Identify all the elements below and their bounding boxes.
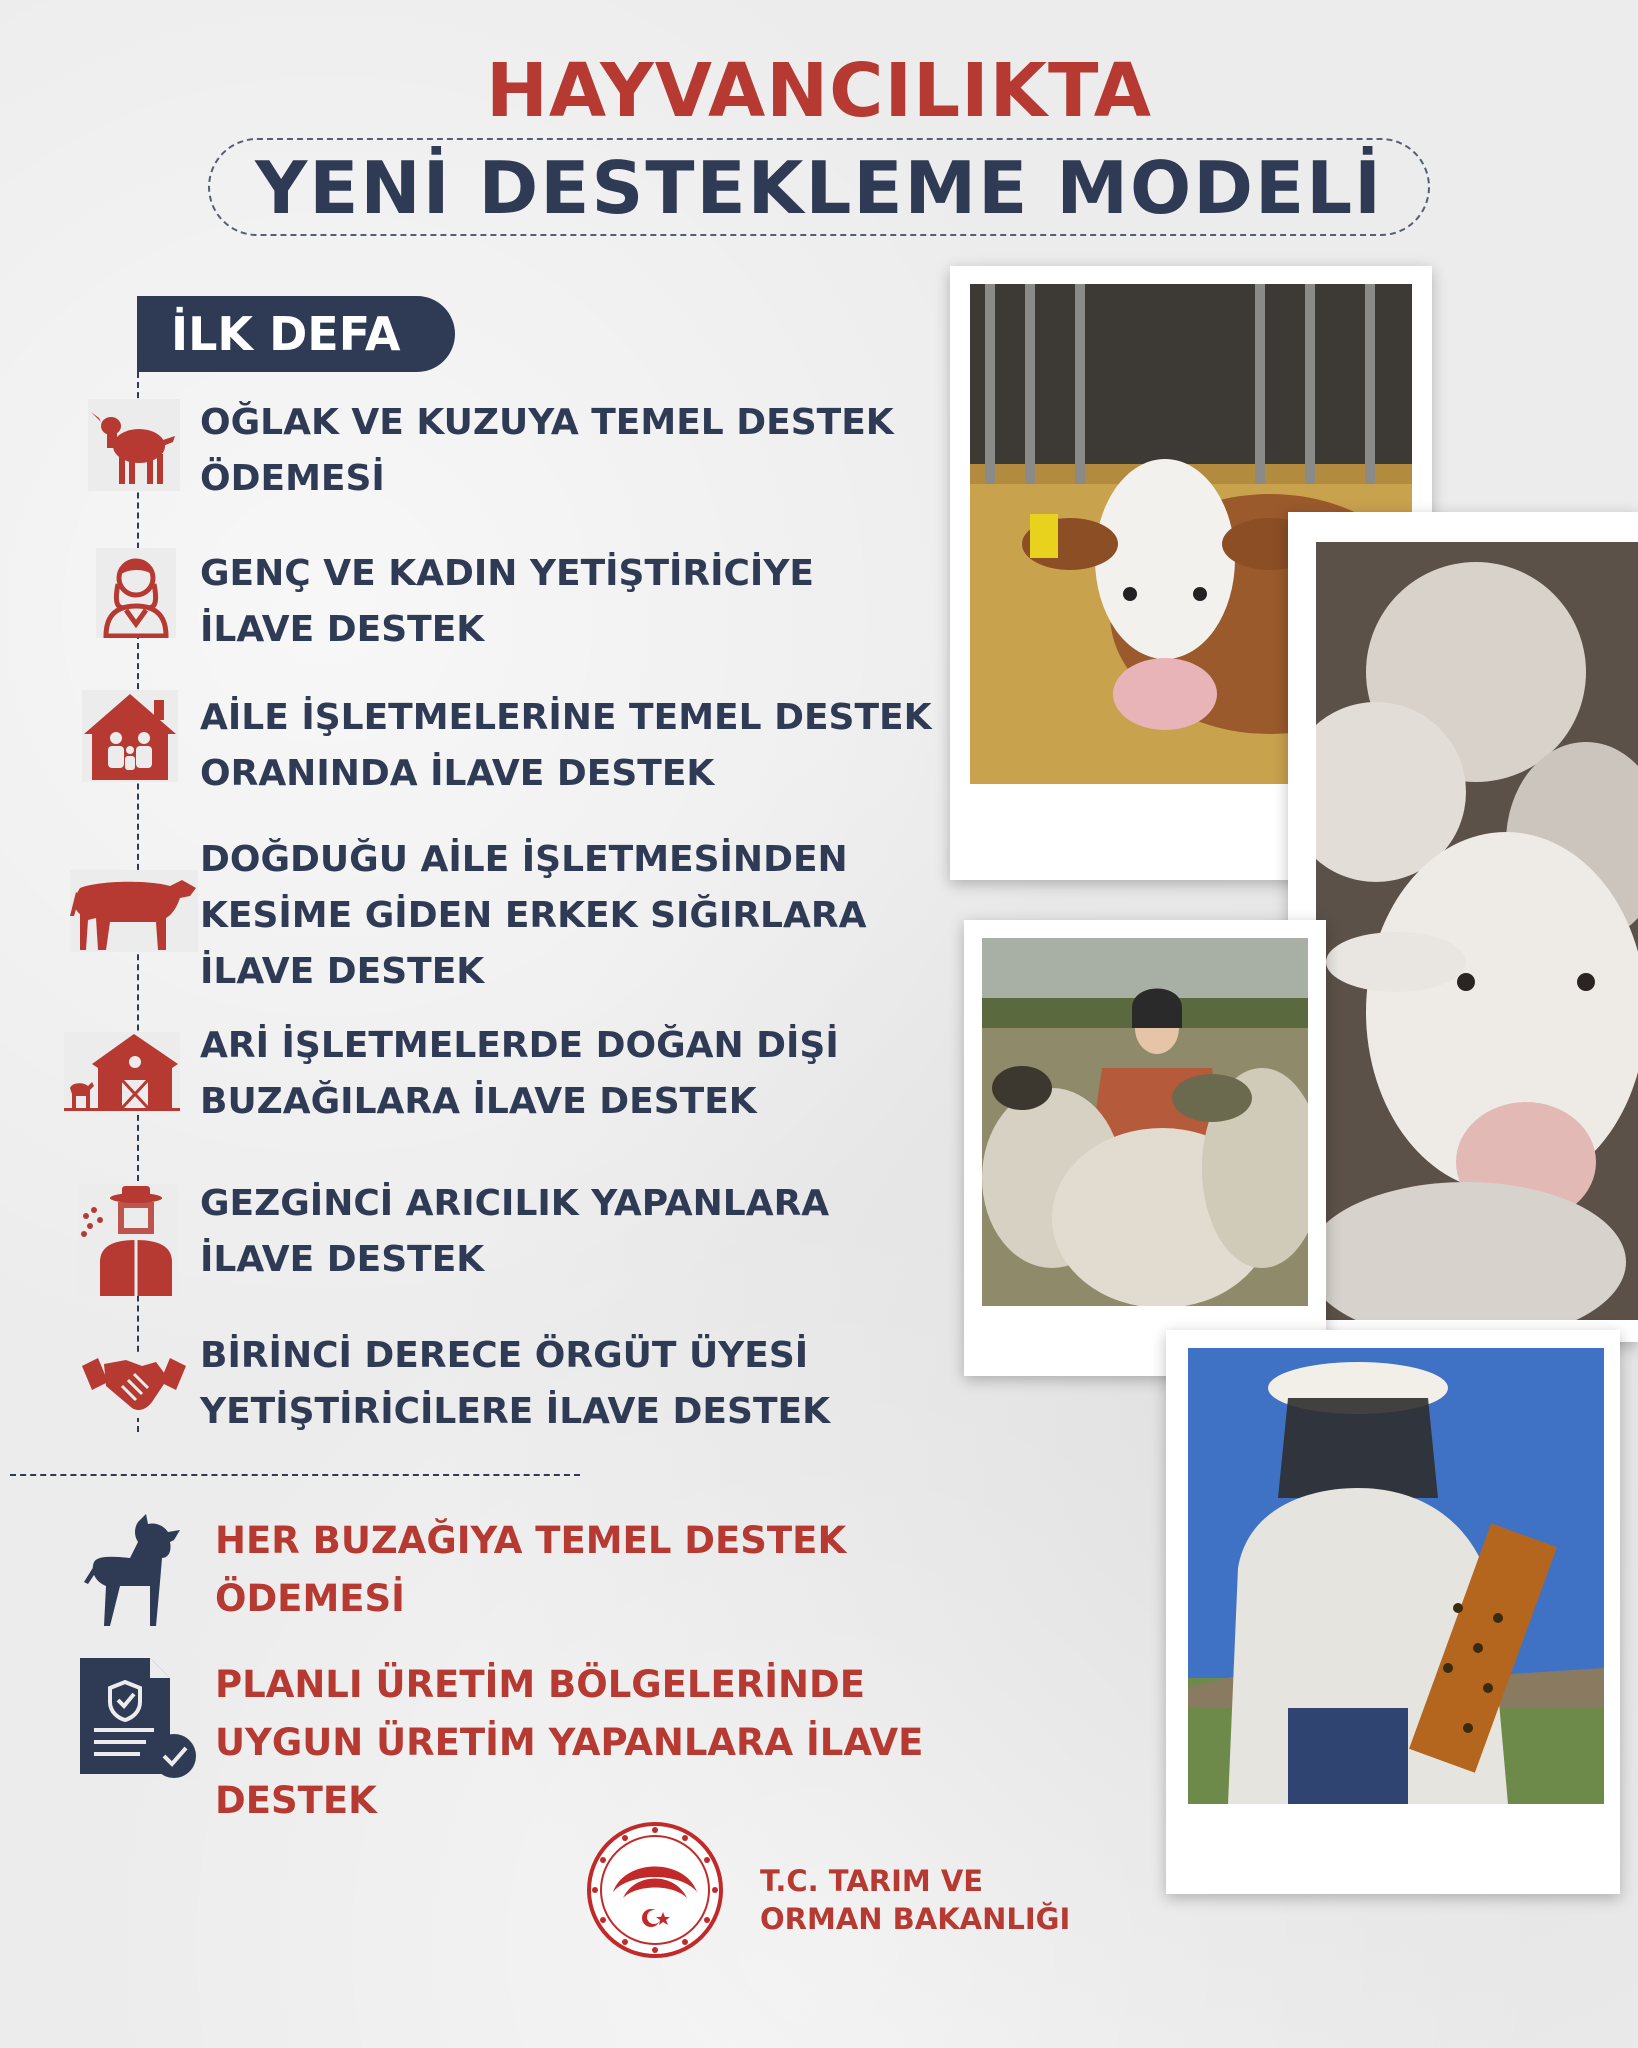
family-house-icon [82, 690, 178, 782]
photo-sheep [964, 920, 1326, 1376]
support-item-text: HER BUZAĞIYA TEMEL DESTEK ÖDEMESİ [215, 1519, 847, 1620]
support-item-family [0, 690, 960, 800]
title-line-2: YENİ DESTEKLEME MODELİ [255, 146, 1383, 230]
ministry-name: T.C. TARIM VE ORMAN BAKANLIĞI [760, 1864, 1071, 1936]
sheep-image [982, 938, 1308, 1306]
barn-calf-icon [64, 1032, 180, 1112]
woman-icon [96, 548, 176, 638]
support-item-barn [0, 1018, 960, 1128]
support-item-woman [0, 546, 960, 656]
section-divider [10, 1474, 580, 1476]
ministry-logo [585, 1820, 725, 1960]
support-item-text: ARİ İŞLETMELERDE DOĞAN DİŞİ BUZAĞILARA İLAVE DESTEK [200, 1025, 839, 1122]
ilk-defa-badge: İLK DEFA [137, 296, 455, 372]
support-item-bull [0, 832, 960, 1002]
support-item-text: OĞLAK VE KUZUYA TEMEL DESTEK ÖDEMESİ [200, 402, 894, 499]
support-item-text: AİLE İŞLETMELERİNE TEMEL DESTEK ORANINDA İLAVE DESTEK [200, 697, 932, 794]
beekeeper-image [1188, 1348, 1604, 1804]
support-item-handshake [0, 1328, 960, 1438]
support-item-text: PLANLI ÜRETİM BÖLGELERİNDE UYGUN ÜRETİM YAPANLARA İLAVE DESTEK [215, 1663, 924, 1822]
beekeeper-icon [78, 1184, 178, 1296]
support-item-text: DOĞDUĞU AİLE İŞLETMESİNDEN KESİME GİDEN ERKEK SIĞIRLARA İLAVE DESTEK [200, 839, 867, 992]
support-item-text: GENÇ VE KADIN YETİŞTİRİCİYE İLAVE DESTEK [200, 553, 814, 650]
support-item-text: BİRİNCİ DERECE ÖRGÜT ÜYESİ YETİŞTİRİCİLERE İLAVE DESTEK [200, 1335, 830, 1432]
certified-document-icon [76, 1656, 200, 1778]
support-item-beekeeper [0, 1176, 960, 1286]
photo-beekeeper [1166, 1330, 1620, 1894]
calf-icon [80, 1512, 182, 1628]
goat-image [1316, 542, 1638, 1320]
handshake-icon [82, 1352, 186, 1418]
lamb-icon [88, 399, 180, 491]
support-item-calf [0, 1512, 960, 1632]
bull-icon [70, 870, 198, 952]
title-line-1: HAYVANCILIKTA [485, 48, 1153, 134]
support-item-text: GEZGİNCİ ARICILIK YAPANLARA İLAVE DESTEK [200, 1183, 830, 1280]
photo-goat [1288, 512, 1638, 1342]
support-item-document [0, 1656, 960, 1822]
support-item-lamb [0, 395, 960, 505]
